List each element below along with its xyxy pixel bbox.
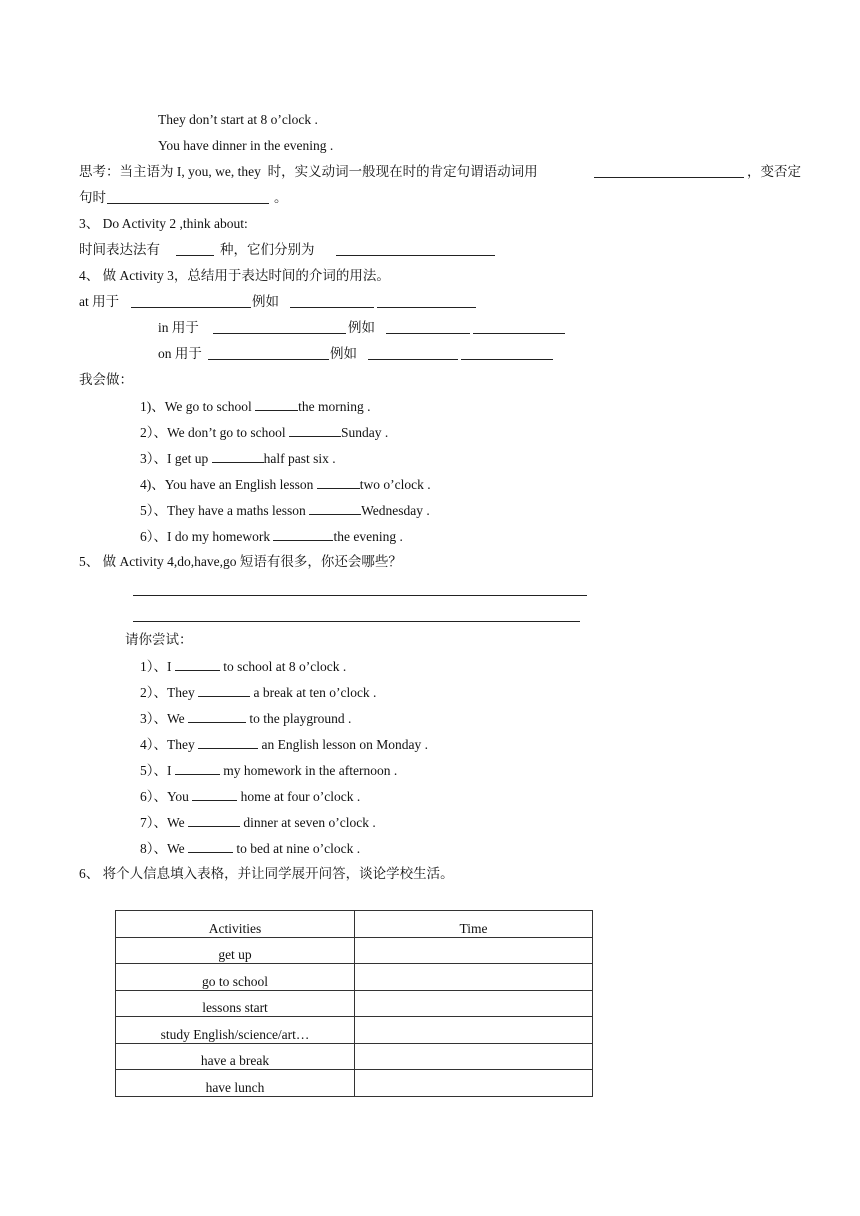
exercise-item: 3）、I get up half past six . bbox=[140, 451, 336, 466]
at-usage-label: at 用于 bbox=[79, 294, 120, 309]
time-cell[interactable] bbox=[355, 964, 593, 991]
answer-blank[interactable] bbox=[594, 177, 744, 178]
table-row bbox=[116, 1070, 593, 1097]
answer-blank[interactable] bbox=[473, 333, 565, 334]
exercise-item: 2）、We don’t go to school Sunday . bbox=[140, 425, 389, 440]
answer-blank[interactable] bbox=[188, 710, 246, 723]
think-question-end: 。 bbox=[274, 190, 288, 205]
answer-blank[interactable] bbox=[198, 684, 250, 697]
exercise-item: 4)、You have an English lesson two o’clock . bbox=[140, 477, 431, 492]
exercise-item: 1)、We go to school the morning . bbox=[140, 399, 371, 414]
activity-cell: get up bbox=[116, 937, 355, 964]
answer-line[interactable] bbox=[133, 621, 580, 622]
answer-blank[interactable] bbox=[213, 333, 346, 334]
table-row bbox=[116, 1017, 593, 1044]
example-label: 例如 bbox=[252, 294, 279, 309]
table-header-row bbox=[116, 911, 593, 938]
activity-cell: lessons start bbox=[116, 990, 355, 1017]
answer-blank[interactable] bbox=[290, 307, 374, 308]
answer-blank[interactable] bbox=[255, 398, 298, 411]
answer-blank[interactable] bbox=[317, 476, 360, 489]
activity-cell: go to school bbox=[116, 964, 355, 991]
answer-blank[interactable] bbox=[192, 788, 237, 801]
answer-line[interactable] bbox=[133, 595, 587, 596]
answer-blank[interactable] bbox=[212, 450, 264, 463]
try-it-heading: 请你尝试： bbox=[125, 632, 193, 647]
answer-blank[interactable] bbox=[273, 528, 333, 541]
exercise-item: 1）、I to school at 8 o’clock . bbox=[140, 659, 347, 674]
column-header-activities: Activities bbox=[116, 911, 355, 938]
table-row bbox=[116, 937, 593, 964]
exercise-item: 6）、I do my homework the evening . bbox=[140, 529, 403, 544]
answer-blank[interactable] bbox=[131, 307, 251, 308]
in-usage-label: in 用于 bbox=[158, 320, 199, 335]
question-3-prompt-cont: 种，它们分别为 bbox=[220, 242, 315, 257]
exercise-item: 5）、They have a maths lesson Wednesday . bbox=[140, 503, 430, 518]
answer-blank[interactable] bbox=[289, 424, 341, 437]
exercise-item: 5）、I my homework in the afternoon . bbox=[140, 763, 398, 778]
answer-blank[interactable] bbox=[208, 359, 329, 360]
answer-blank[interactable] bbox=[377, 307, 476, 308]
answer-blank[interactable] bbox=[309, 502, 361, 515]
table-row bbox=[116, 964, 593, 991]
activity-cell: have a break bbox=[116, 1043, 355, 1070]
exercise-item: 4）、They an English lesson on Monday . bbox=[140, 737, 428, 752]
time-cell[interactable] bbox=[355, 1070, 593, 1097]
example-sentence: They don’t start at 8 o’clock . bbox=[158, 112, 318, 127]
answer-blank[interactable] bbox=[188, 814, 240, 827]
think-question-cont: ，变否定 bbox=[747, 164, 801, 179]
time-cell[interactable] bbox=[355, 1043, 593, 1070]
table-row bbox=[116, 1043, 593, 1070]
time-cell[interactable] bbox=[355, 1017, 593, 1044]
question-6: 6、 将个人信息填入表格，并让同学展开问答，谈论学校生活。 bbox=[79, 866, 454, 881]
example-sentence: You have dinner in the evening . bbox=[158, 138, 334, 153]
time-cell[interactable] bbox=[355, 990, 593, 1017]
exercise-item: 8）、We to bed at nine o’clock . bbox=[140, 841, 361, 856]
answer-blank[interactable] bbox=[386, 333, 470, 334]
activity-cell: have lunch bbox=[116, 1070, 355, 1097]
question-5: 5、 做 Activity 4,do,have,go 短语有很多，你还会哪些？ bbox=[79, 554, 402, 569]
answer-blank[interactable] bbox=[175, 658, 220, 671]
exercise-item: 6）、You home at four o’clock . bbox=[140, 789, 361, 804]
think-question: 思考：当主语为 I, you, we, they 时，实义动词一般现在时的肯定句谓语动词用 bbox=[79, 164, 538, 179]
answer-blank[interactable] bbox=[176, 255, 214, 256]
example-label: 例如 bbox=[348, 320, 375, 335]
table-row bbox=[116, 990, 593, 1017]
activity-cell: study English/science/art… bbox=[116, 1017, 355, 1044]
answer-blank[interactable] bbox=[336, 255, 495, 256]
answer-blank[interactable] bbox=[107, 203, 269, 204]
question-4: 4、 做 Activity 3，总结用于表达时间的介词的用法。 bbox=[79, 268, 390, 283]
answer-blank[interactable] bbox=[461, 359, 553, 360]
answer-blank[interactable] bbox=[198, 736, 258, 749]
answer-blank[interactable] bbox=[188, 840, 233, 853]
question-3-prompt: 时间表达法有 bbox=[79, 242, 160, 257]
activities-table bbox=[115, 910, 593, 1097]
i-can-do-heading: 我会做： bbox=[79, 372, 133, 387]
think-question-line2: 句时 bbox=[79, 190, 106, 205]
answer-blank[interactable] bbox=[175, 762, 220, 775]
time-cell[interactable] bbox=[355, 937, 593, 964]
answer-blank[interactable] bbox=[368, 359, 458, 360]
question-3: 3、 Do Activity 2 ,think about: bbox=[79, 216, 248, 231]
example-label: 例如 bbox=[330, 346, 357, 361]
on-usage-label: on 用于 bbox=[158, 346, 202, 361]
exercise-item: 3）、We to the playground . bbox=[140, 711, 352, 726]
column-header-time: Time bbox=[355, 911, 593, 938]
exercise-item: 2）、They a break at ten o’clock . bbox=[140, 685, 377, 700]
exercise-item: 7）、We dinner at seven o’clock . bbox=[140, 815, 376, 830]
